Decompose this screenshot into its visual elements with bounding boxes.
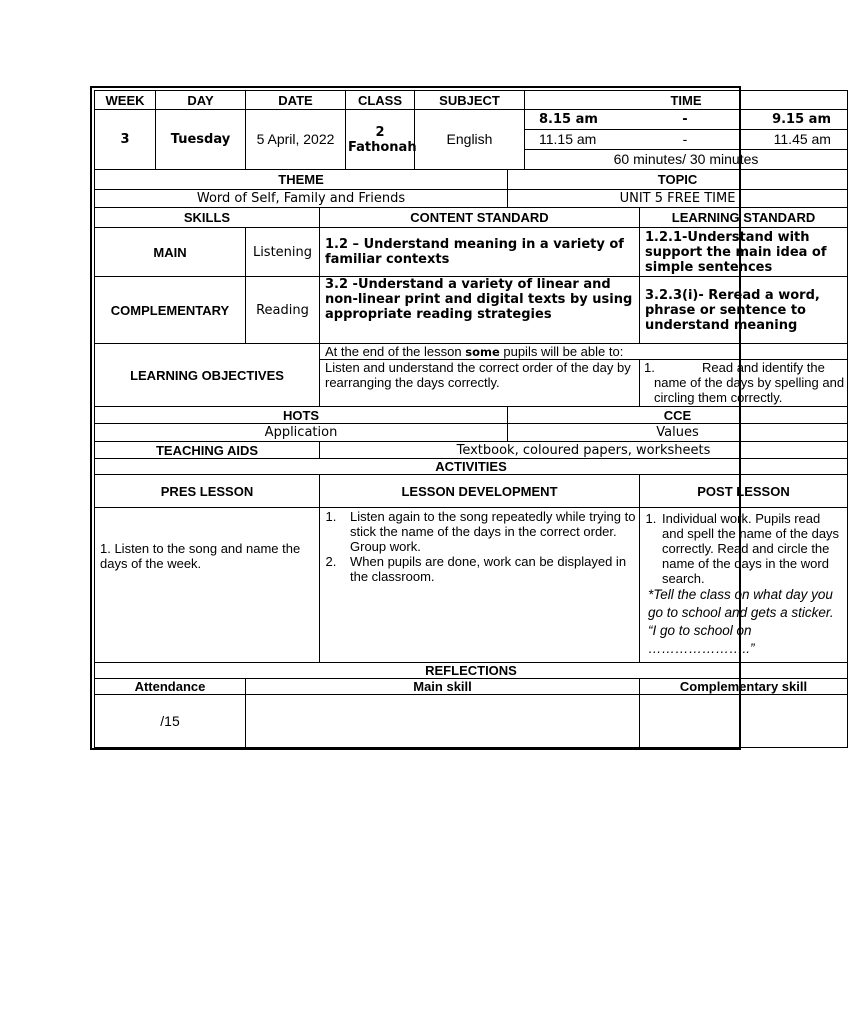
time2-end: 11.45 am: [773, 131, 831, 147]
theme-label: THEME: [95, 170, 508, 190]
complementary-skill-row: [95, 277, 848, 344]
reflections-header-row: [95, 663, 848, 679]
lesson-development-content: [320, 508, 640, 663]
lesson-development-label: LESSON DEVELOPMENT: [320, 475, 640, 508]
subject-value: English: [415, 110, 525, 170]
hots-label: HOTS: [95, 407, 508, 424]
hots-value: Application: [95, 424, 508, 442]
subject-header: SUBJECT: [415, 91, 525, 110]
theme-topic-row: [95, 190, 848, 208]
objectives-label: LEARNING OBJECTIVES: [95, 344, 320, 407]
cce-value: Values: [508, 424, 848, 442]
skills-label: SKILLS: [95, 208, 320, 228]
activities-columns-row: [95, 475, 848, 508]
main-content-standard: 1.2 – Understand meaning in a variety of familiar contexts: [320, 228, 640, 277]
complementary-content-standard: 3.2 -Understand a variety of linear and non-linear print and digital texts by using appropriate reading strategies: [320, 277, 640, 344]
skills-header-row: [95, 208, 848, 228]
teaching-aids-label: TEACHING AIDS: [95, 442, 320, 459]
objectives-intro-row: [95, 344, 848, 360]
time2-dash: -: [682, 131, 688, 147]
reflections-columns-row: [95, 679, 848, 695]
time-slot-1: [525, 110, 848, 130]
main-label: MAIN: [95, 228, 246, 277]
post-lesson-content: [640, 508, 848, 663]
topic-label: TOPIC: [508, 170, 848, 190]
objective-2-number: 1.: [644, 360, 655, 375]
day-header: DAY: [156, 91, 246, 110]
objective-2-text: Read and identify the name of the days by spelling and circling them correctly.: [654, 360, 845, 405]
lesson-plan-table: [94, 90, 848, 748]
class-header: CLASS: [346, 91, 415, 110]
teaching-aids-row: [95, 442, 848, 459]
complementary-skill-label: Complementary skill: [640, 679, 848, 695]
pre-lesson-content: 1. Listen to the song and name the days of the week.: [95, 508, 320, 663]
attendance-value: /15: [95, 695, 246, 748]
reflections-content-row: [95, 695, 848, 748]
activities-label: ACTIVITIES: [95, 459, 848, 475]
content-standard-label: CONTENT STANDARD: [320, 208, 640, 228]
post-lesson-label: POST LESSON: [640, 475, 848, 508]
objective-1: Listen and understand the correct order of the day by rearranging the days correctly.: [320, 360, 640, 407]
main-skill-label: Main skill: [246, 679, 640, 695]
time1-start: 8.15 am: [539, 112, 598, 127]
hots-cce-header-row: [95, 407, 848, 424]
attendance-label: Attendance: [95, 679, 246, 695]
activities-content-row: [95, 508, 848, 663]
duration-value: 60 minutes/ 30 minutes: [525, 150, 848, 170]
week-value: 3: [95, 110, 156, 170]
post-lesson-note: *Tell the class on what day you go to school and gets a sticker. “I go to school on …………………..”: [648, 587, 834, 656]
objective-2: [640, 360, 848, 407]
complementary-label: COMPLEMENTARY: [95, 277, 246, 344]
main-skill: Listening: [246, 228, 320, 277]
header-row: [95, 91, 848, 110]
info-row: [95, 110, 848, 130]
day-value: Tuesday: [156, 110, 246, 170]
pre-lesson-label: PRES LESSON: [95, 475, 320, 508]
complementary-skill: Reading: [246, 277, 320, 344]
class-value: 2 Fathonah: [346, 110, 415, 170]
lesson-development-list: [322, 509, 637, 584]
main-learning-standard: 1.2.1-Understand with support the main idea of simple sentences: [640, 228, 848, 277]
time2-start: 11.15 am: [539, 131, 597, 147]
complementary-skill-reflection: [640, 695, 848, 748]
date-value: 5 April, 2022: [246, 110, 346, 170]
date-header: DATE: [246, 91, 346, 110]
time1-end: 9.15 am: [772, 112, 831, 127]
theme-topic-header-row: [95, 170, 848, 190]
reflections-label: REFLECTIONS: [95, 663, 848, 679]
objectives-intro-after: pupils will be able to:: [499, 344, 624, 359]
week-header: WEEK: [95, 91, 156, 110]
learning-standard-label: LEARNING STANDARD: [640, 208, 848, 228]
post-lesson-step: 1. Individual work. Pupils read and spell the name of the days correctly. Read and circle the name of the days in the word search.: [660, 511, 845, 586]
time1-dash: -: [682, 112, 688, 127]
main-skill-row: [95, 228, 848, 277]
time-slot-2: [525, 130, 848, 150]
objectives-intro-before: At the end of the lesson: [325, 344, 466, 359]
topic-value: UNIT 5 FREE TIME: [508, 190, 848, 208]
teaching-aids-value: Textbook, coloured papers, worksheets: [320, 442, 848, 459]
objectives-intro: [320, 344, 848, 360]
complementary-learning-standard: 3.2.3(i)- Reread a word, phrase or sentence to understand meaning: [640, 277, 848, 344]
objectives-intro-bold: some: [465, 345, 500, 359]
main-skill-reflection: [246, 695, 640, 748]
lesson-development-step: 1. Listen again to the song repeatedly while trying to stick the name of the days in the correct order. Group work.: [340, 509, 637, 554]
cce-label: CCE: [508, 407, 848, 424]
lesson-development-step: 2. When pupils are done, work can be displayed in the classroom.: [340, 554, 637, 584]
hots-cce-row: [95, 424, 848, 442]
time-header: TIME: [525, 91, 848, 110]
theme-value: Word of Self, Family and Friends: [95, 190, 508, 208]
post-lesson-list: [644, 511, 845, 586]
activities-header-row: [95, 459, 848, 475]
